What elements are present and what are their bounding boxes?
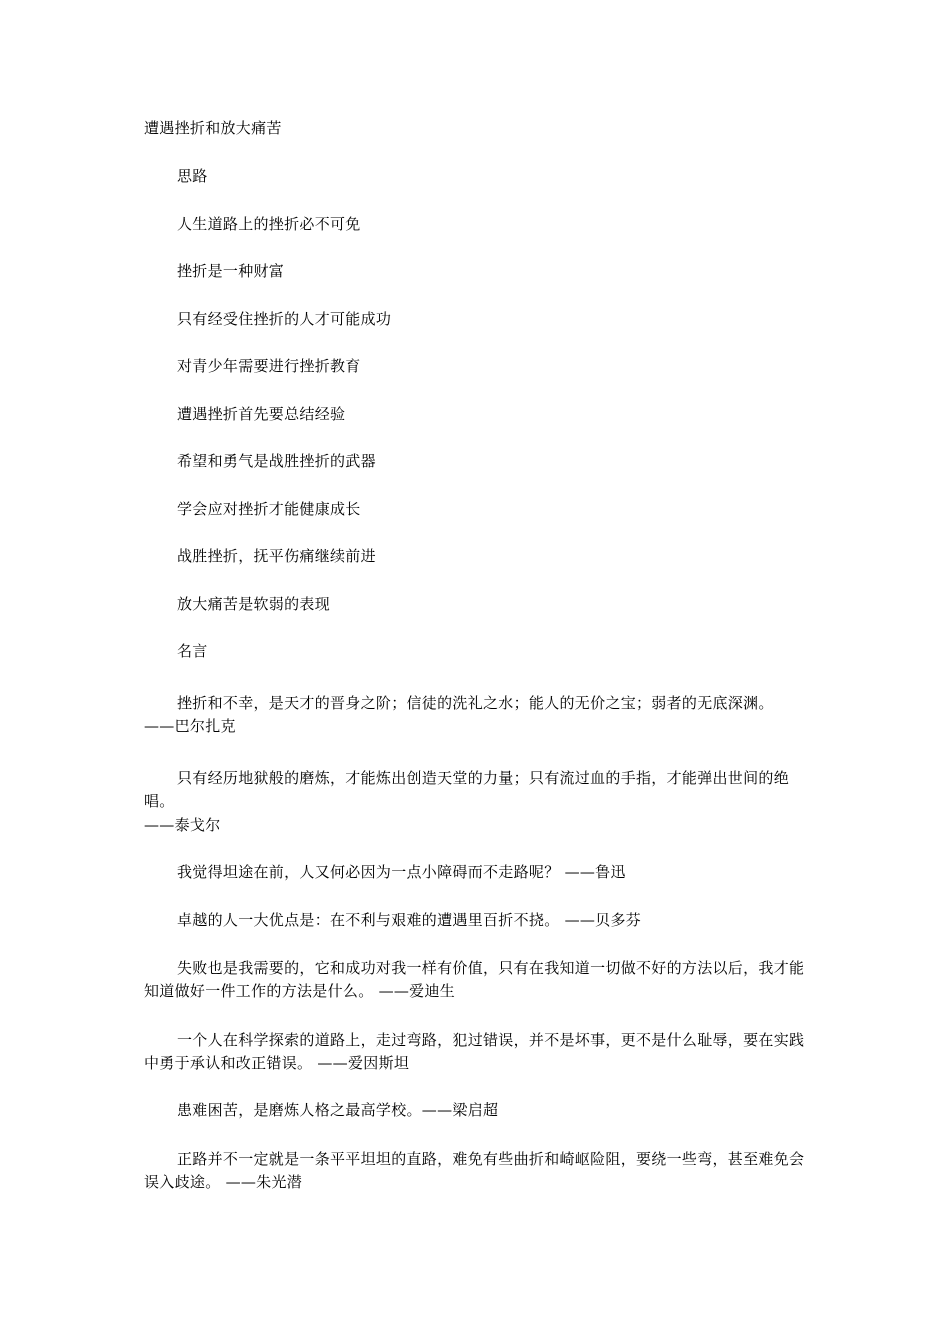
idea-item: 只有经受住挫折的人才可能成功 xyxy=(177,310,392,328)
idea-item: 放大痛苦是软弱的表现 xyxy=(177,595,331,613)
idea-item: 挫折是一种财富 xyxy=(177,262,285,280)
idea-item: 战胜挫折，抚平伤痛继续前进 xyxy=(177,547,376,565)
quote: 失败也是我需要的，它和成功对我一样有价值，只有在我知道一切做不好的方法以后，我才能知道做好一件工作的方法是什么。 ——爱迪生 xyxy=(144,959,805,1000)
quote-text: 挫折和不幸，是天才的晋身之阶；信徒的洗礼之水；能人的无价之宝；弱者的无底深渊。 xyxy=(177,694,774,712)
quote: 正路并不一定就是一条平平坦坦的直路，难免有些曲折和崎岖险阻，要绕一些弯，甚至难免会误入歧途。 ——朱光潜 xyxy=(144,1150,805,1191)
section-heading-ideas: 思路 xyxy=(177,167,208,185)
quote-author: ——泰戈尔 xyxy=(144,816,221,834)
quote: 一个人在科学探索的道路上，走过弯路，犯过错误，并不是坏事，更不是什么耻辱，要在实践中勇于承认和改正错误。 ——爱因斯坦 xyxy=(144,1031,805,1072)
idea-item: 希望和勇气是战胜挫折的武器 xyxy=(177,452,376,470)
document-title: 遭遇挫折和放大痛苦 xyxy=(144,119,282,137)
quote: 患难困苦，是磨炼人格之最高学校。——梁启超 xyxy=(177,1101,499,1119)
idea-item: 人生道路上的挫折必不可免 xyxy=(177,215,361,233)
idea-item: 遭遇挫折首先要总结经验 xyxy=(177,405,346,423)
quote: 卓越的人一大优点是：在不利与艰难的遭遇里百折不挠。 ——贝多芬 xyxy=(177,911,642,929)
quote: 我觉得坦途在前，人又何必因为一点小障碍而不走路呢？ ——鲁迅 xyxy=(177,863,626,881)
idea-item: 学会应对挫折才能健康成长 xyxy=(177,500,361,518)
section-heading-quotes: 名言 xyxy=(177,642,208,660)
idea-item: 对青少年需要进行挫折教育 xyxy=(177,357,361,375)
quote-text: 只有经历地狱般的磨炼，才能炼出创造天堂的力量；只有流过血的手指，才能弹出世间的绝唱。 xyxy=(144,769,790,810)
quote-author: ——巴尔扎克 xyxy=(144,717,236,735)
